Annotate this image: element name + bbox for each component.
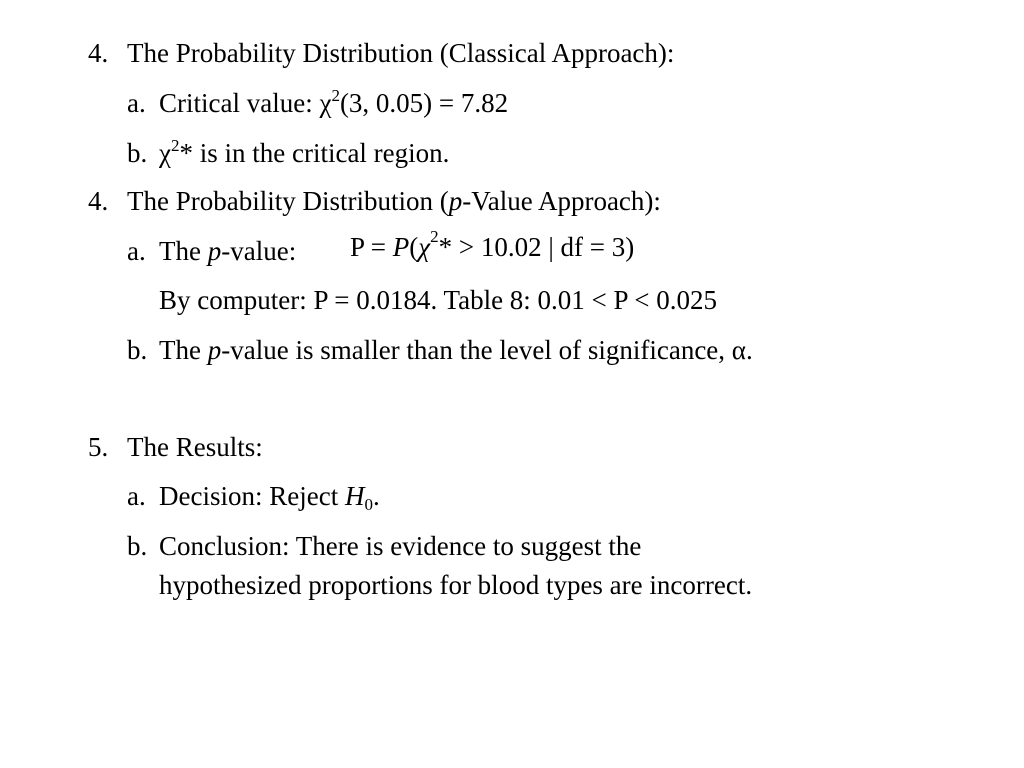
italic-p: p [207,335,222,365]
item-label: b. [127,531,148,561]
text-part: -Value Approach): [462,186,661,216]
section-number: 5. [88,432,109,462]
text-part: The [159,236,208,266]
item-label: a. [127,88,146,118]
subscript: 0 [364,495,373,514]
superscript: 2 [170,136,180,155]
item-text: hypothesized proportions for blood types are incorrect. [159,570,753,600]
italic-p: p [448,186,463,216]
section-number: 4. [88,186,109,216]
section-title [127,185,661,217]
p-value-formula [350,227,635,263]
italic-h: H [344,481,365,511]
item-text [159,137,449,169]
formula-chi-symbol: χ [418,232,431,262]
text-part: The Probability Distribution ( [127,186,449,216]
item-text [159,480,380,512]
italic-p: p [207,236,222,266]
item-text: Conclusion: There is evidence to suggest the [159,531,642,561]
item-text [159,87,508,119]
item-label: b. [127,138,148,168]
formula-paren: ( [409,232,419,262]
item-label: a. [127,481,146,511]
text-part: (3, 0.05) = 7.82 [339,88,509,118]
chi-symbol: χ [319,88,332,118]
item-label: a. [127,236,146,266]
chi-symbol: χ [159,138,171,168]
text-part: Critical value: [159,88,320,118]
section-title: The Results: [127,432,263,462]
formula-lhs: P = [350,232,393,262]
section-number: 4. [88,38,109,68]
formula-italic-p: P [392,232,410,262]
formula-superscript: 2 [430,227,439,246]
item-text [159,235,296,267]
text-part: Decision: Reject [159,481,345,511]
item-label: b. [127,335,148,365]
item-text: By computer: P = 0.0184. Table 8: 0.01 < P < 0.025 [159,285,718,315]
section-title: The Probability Distribution (Classical Approach): [127,38,675,68]
formula-rest: * > 10.02 | df = 3) [438,232,635,262]
text-part: -value is smaller than the level of significance, α. [221,335,753,365]
text-part: -value: [221,236,297,266]
superscript: 2 [331,86,340,105]
text-part: The [159,335,208,365]
item-text [159,334,753,366]
text-part: * is in the critical region. [179,138,450,168]
text-part: . [372,481,380,511]
